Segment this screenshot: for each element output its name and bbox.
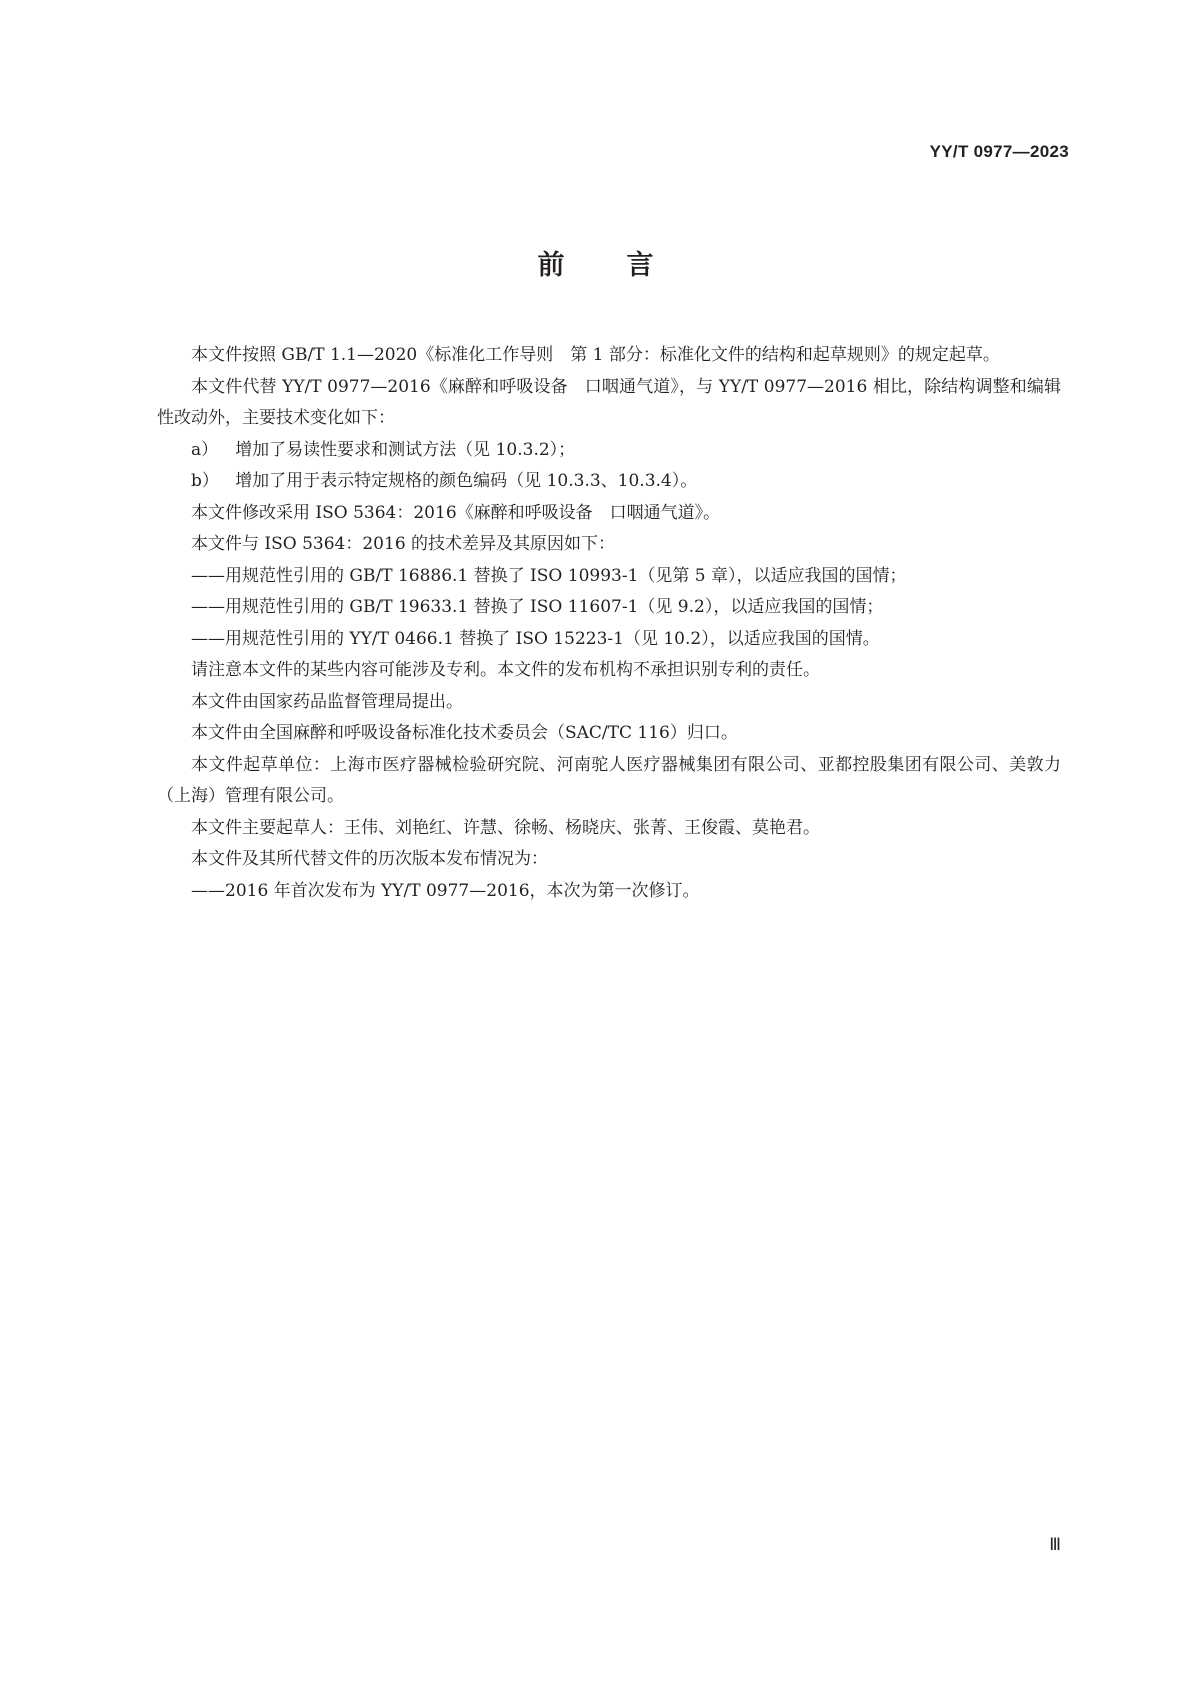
list-item-text: 增加了用于表示特定规格的颜色编码（见 10.3.3、10.3.4）。 xyxy=(235,471,698,491)
page-title: 前言 xyxy=(537,250,716,281)
list-marker: a） xyxy=(191,439,219,460)
paragraph-history: 本文件及其所代替文件的历次版本发布情况为： xyxy=(191,849,548,869)
paragraph-proposer: 本文件由国家药品监督管理局提出。 xyxy=(191,691,463,712)
paragraph-patent-notice: 请注意本文件的某些内容可能涉及专利。本文件的发布机构不承担识别专利的责任。 xyxy=(191,660,820,680)
dash-item: ——用规范性引用的 GB/T 16886.1 替换了 ISO 10993-1（见第 5 章），以适应我国的国情； xyxy=(191,565,907,586)
paragraph-committee: 本文件由全国麻醉和呼吸设备标准化技术委员会（SAC/TC 116）归口。 xyxy=(191,723,738,743)
list-marker: b） xyxy=(191,471,219,491)
dash-item: ——2016 年首次发布为 YY/T 0977—2016，本次为第一次修订。 xyxy=(191,880,700,901)
paragraph-replacement: 本文件代替 YY/T 0977—2016《麻醉和呼吸设备 口咽通气道》，与 YY/T 0977—2016 相比，除结构调整和编辑性改动外，主要技术变化如下： xyxy=(157,376,1061,428)
paragraph-drafters: 本文件主要起草人：王伟、刘艳红、许慧、徐畅、杨晓庆、张菁、王俊霞、莫艳君。 xyxy=(191,817,820,838)
dash-item: ——用规范性引用的 YY/T 0466.1 替换了 ISO 15223-1（见 10.2），以适应我国的国情。 xyxy=(191,628,880,649)
page-number: Ⅲ xyxy=(1049,1535,1061,1554)
foreword-body xyxy=(157,340,1061,907)
paragraph-adoption: 本文件修改采用 ISO 5364：2016《麻醉和呼吸设备 口咽通气道》。 xyxy=(191,502,721,523)
list-item xyxy=(157,435,1061,467)
paragraph-drafting-basis: 本文件按照 GB/T 1.1—2020《标准化工作导则 第 1 部分：标准化文件的结构和起草规则》的规定起草。 xyxy=(191,345,1000,365)
list-item xyxy=(157,466,1061,498)
list-item-text: 增加了易读性要求和测试方法（见 10.3.2）； xyxy=(235,439,576,460)
standard-number: YY/T 0977—2023 xyxy=(929,142,1069,161)
paragraph-drafting-units: 本文件起草单位：上海市医疗器械检验研究院、河南驼人医疗器械集团有限公司、亚都控股集团有限公司、美敦力（上海）管理有限公司。 xyxy=(157,754,1061,806)
paragraph-differences: 本文件与 ISO 5364：2016 的技术差异及其原因如下： xyxy=(191,534,616,554)
dash-item: ——用规范性引用的 GB/T 19633.1 替换了 ISO 11607-1（见 9.2），以适应我国的国情； xyxy=(191,597,884,617)
